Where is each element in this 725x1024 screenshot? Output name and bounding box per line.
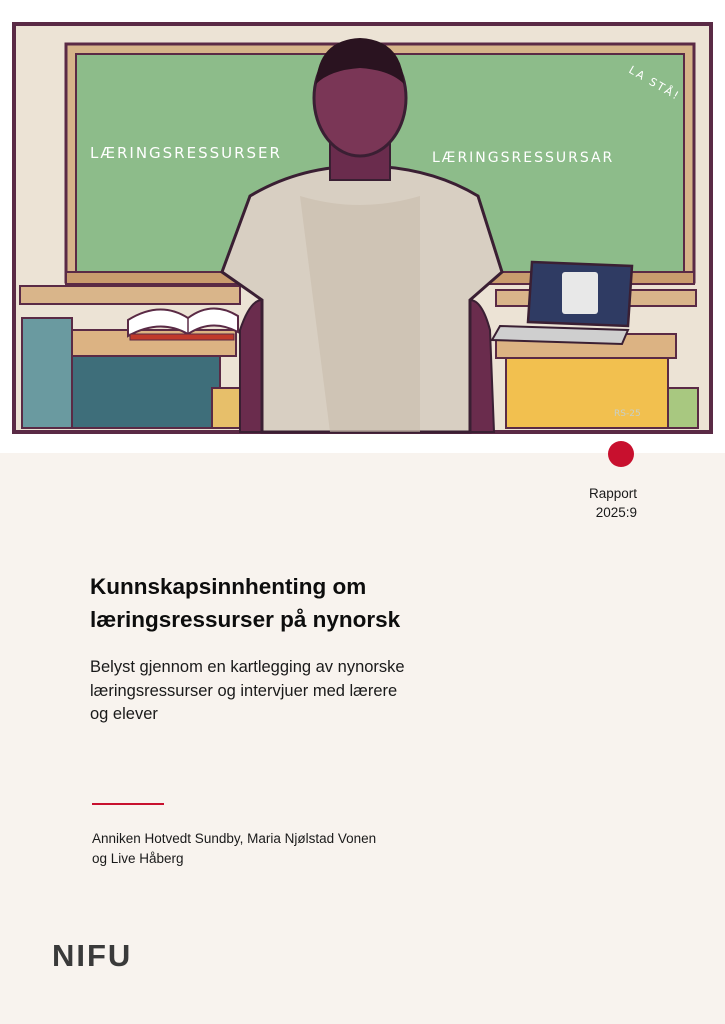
report-number-block bbox=[589, 484, 637, 522]
report-subtitle bbox=[90, 656, 470, 727]
report-number: 2025:9 bbox=[595, 505, 637, 520]
board-text-right: LÆRINGSRESSURSAR bbox=[432, 150, 615, 166]
authors-line-1: Anniken Hotvedt Sundby, Maria Njølstad Vonen bbox=[92, 831, 377, 846]
cover-illustration bbox=[0, 0, 725, 453]
accent-dot bbox=[608, 441, 634, 467]
title-line-1: Kunnskapsinnhenting om bbox=[90, 574, 367, 599]
report-authors bbox=[92, 829, 432, 869]
board-corner-text: LA STÅ! bbox=[626, 63, 683, 104]
nifu-logo: NIFU bbox=[52, 938, 133, 973]
artist-signature: RS-25 bbox=[614, 409, 641, 419]
subtitle-line-2: læringsressurser og intervjuer med lærere bbox=[90, 681, 398, 700]
report-title bbox=[90, 570, 650, 636]
report-label: Rapport bbox=[588, 486, 637, 501]
board-text-left: LÆRINGSRESSURSER bbox=[90, 144, 282, 162]
subtitle-line-1: Belyst gjennom en kartlegging av nynorske bbox=[90, 658, 405, 676]
authors-line-2: og Live Håberg bbox=[92, 851, 184, 866]
title-line-2: læringsressurser på nynorsk bbox=[90, 607, 401, 632]
subtitle-line-3: og elever bbox=[90, 705, 158, 723]
divider-line bbox=[92, 803, 164, 805]
